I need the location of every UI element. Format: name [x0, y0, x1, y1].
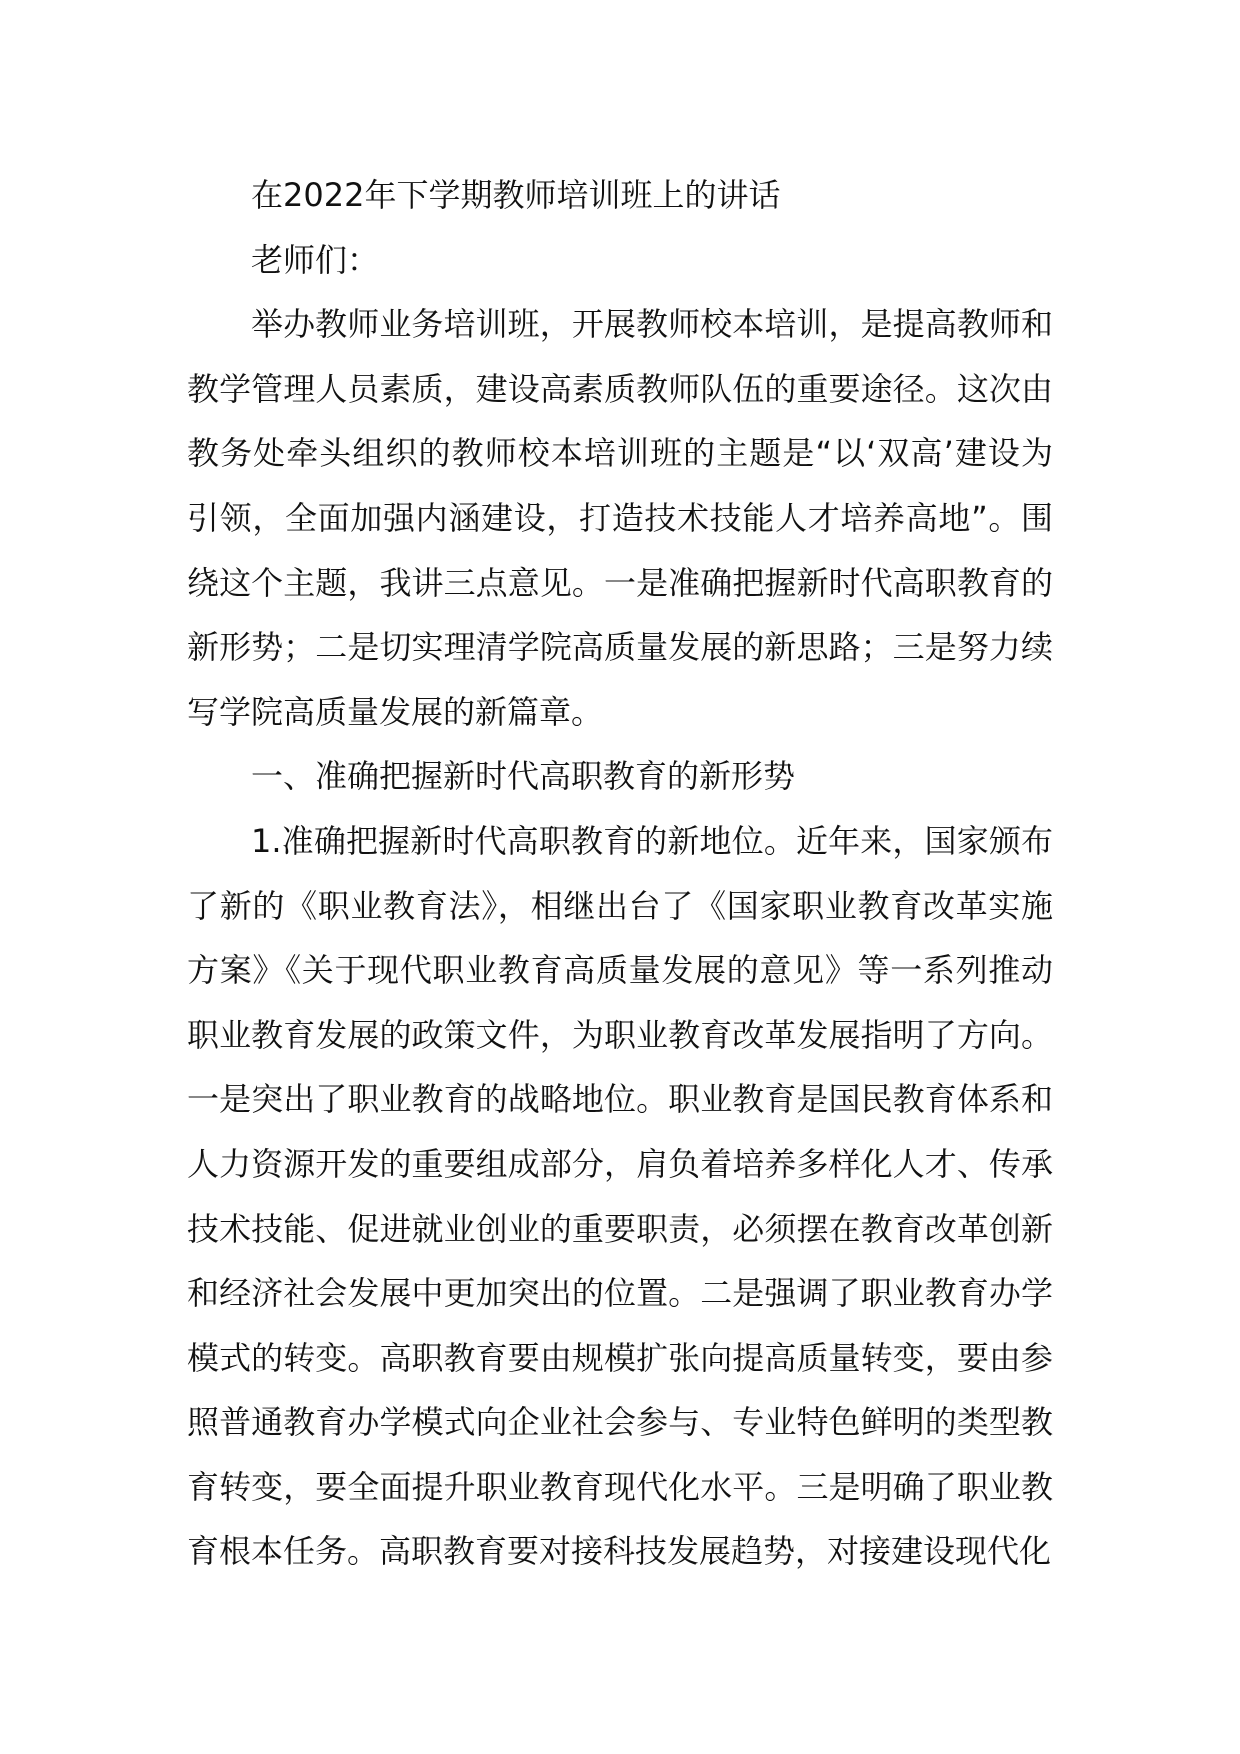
- intro-paragraph: 举办教师业务培训班，开展教师校本培训，是提高教师和教学管理人员素质，建设高素质教师队伍的重要途径。这次由教务处牵头组织的教师校本培训班的主题是“以‘双高’建设为引领，全面加强内涵建设，打造技术技能人才培养高地”。围绕这个主题，我讲三点意见。一是准确把握新时代高职教育的新形势；二是切实理清学院高质量发展的新思路；三是努力续写学院高质量发展的新篇章。: [187, 305, 1053, 731]
- document-title: 在2022年下学期教师培训班上的讲话: [251, 176, 781, 214]
- section-paragraph: 1.准确把握新时代高职教育的新地位。近年来，国家颁布了新的《职业教育法》，相继出台了《国家职业教育改革实施方案》《关于现代职业教育高质量发展的意见》等一系列推动职业教育发展的政策文件，为职业教育改革发展指明了方向。一是突出了职业教育的战略地位。职业教育是国民教育体系和人力资源开发的重要组成部分，肩负着培养多样化人才、传承技术技能、促进就业创业的重要职责，必须摆在教育改革创新和经济社会发展中更加突出的位置。二是强调了职业教育办学模式的转变。高职教育要由规模扩张向提高质量转变，要由参照普通教育办学模式向企业社会参与、专业特色鲜明的类型教育转变，要全面提升职业教育现代化水平。三是明确了职业教育根本任务。高职教育要对接科技发展趋势，对接建设现代化: [187, 821, 1053, 1571]
- salutation: 老师们：: [251, 240, 380, 279]
- document-body: [187, 163, 1053, 1584]
- section-heading: 一、准确把握新时代高职教育的新形势: [251, 757, 796, 796]
